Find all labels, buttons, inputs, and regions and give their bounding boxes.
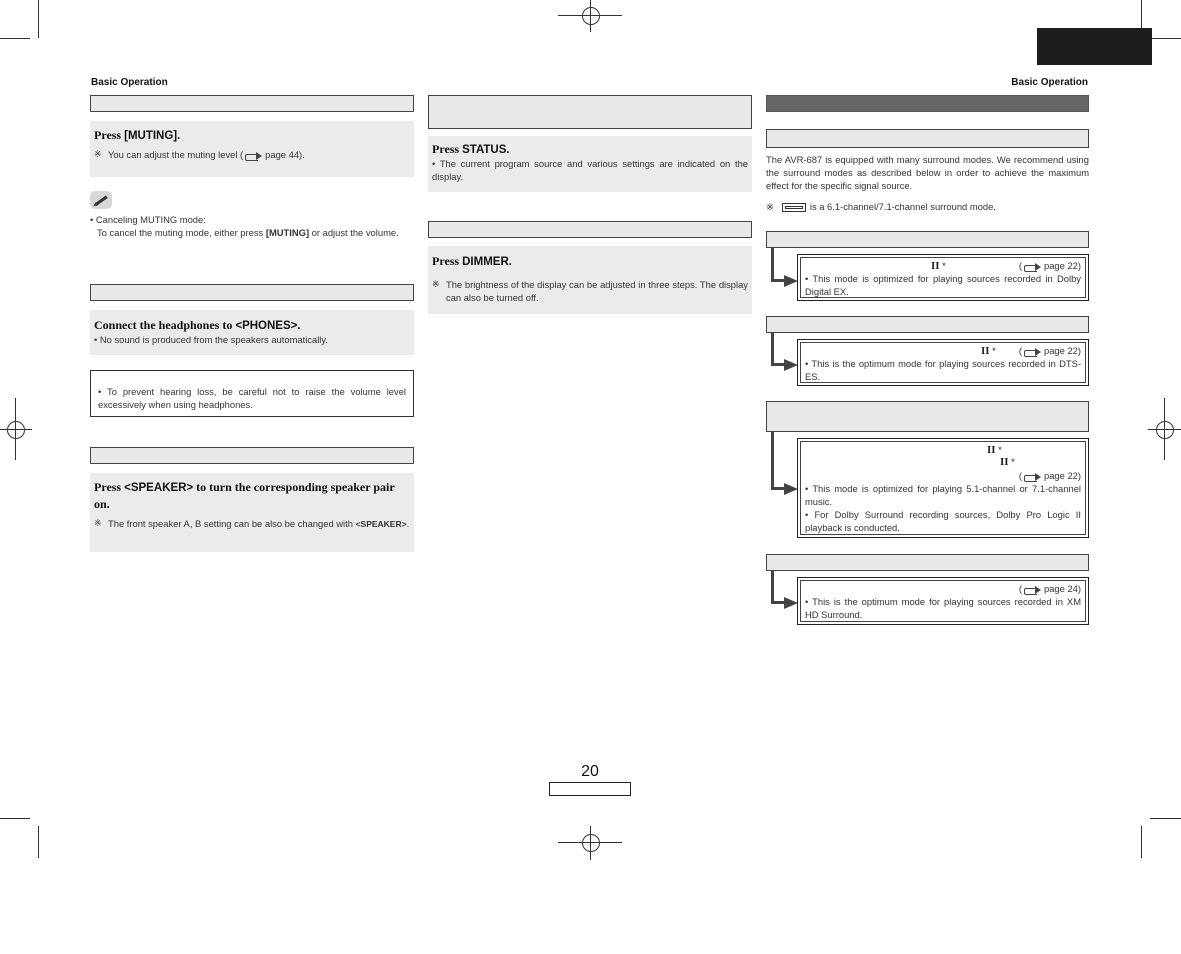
- page-reference-icon: [1024, 473, 1042, 481]
- mode2-page-ref: ( page 22): [1018, 345, 1081, 356]
- speaker-instruction: Press <SPEAKER> to turn the corresponding speaker pair on.: [94, 480, 395, 511]
- mode3-heading-bar: [766, 401, 1089, 432]
- mode4-box: [797, 577, 1089, 625]
- crop-mark: [0, 38, 30, 39]
- page-reference-icon: [1024, 586, 1042, 594]
- mode3-desc-1: • This mode is optimized for playing 5.1-channel or 7.1-channel music.: [805, 483, 1081, 507]
- registration-mark: [1156, 421, 1174, 439]
- mode2-box: II * ( page 22) • This is the optimum mode for playing sources recorded in DTS-ES.: [797, 339, 1089, 386]
- hearing-warning-box: • To prevent hearing loss, be careful not to raise the volume level excessively when using headphones.: [90, 370, 414, 417]
- registration-mark: [582, 834, 600, 852]
- crop-mark: [1150, 818, 1181, 819]
- registration-mark: [7, 421, 25, 439]
- mode4-heading-bar: [766, 554, 1089, 571]
- dimmer-heading-bar: [428, 221, 752, 238]
- phones-bullet: • No sound is produced from the speakers automatically.: [94, 334, 328, 345]
- status-box: [428, 136, 752, 192]
- speaker-note: ※ The front speaker A, B setting can be also be changed with <SPEAKER>.: [94, 518, 410, 529]
- muting-box: [90, 121, 414, 177]
- mode1-page-ref: ( page 22): [1018, 260, 1081, 271]
- phones-heading-bar: [90, 284, 414, 301]
- mode3-box: II * II * ( page 22) • This mode is optimized for playing 5.1-channel or 7.1-channel music. • For Dolby Surround recording sources, Dolby Pro Logic II playback is conducted.: [797, 438, 1089, 538]
- mode3-page-ref: ( page 22): [1018, 470, 1081, 481]
- mode1-heading-bar: [766, 231, 1089, 248]
- phones-instruction: Connect the headphones to <PHONES>.: [94, 318, 301, 332]
- speaker-heading-bar: [90, 447, 414, 464]
- crop-mark: [1150, 38, 1181, 39]
- mode2-heading-bar: [766, 316, 1089, 333]
- mode3-desc-2: • For Dolby Surround recording sources, Dolby Pro Logic II playback is conducted.: [805, 509, 1081, 533]
- section-header-right: Basic Operation: [1011, 77, 1088, 88]
- surround-subheading-bar: [766, 129, 1089, 148]
- crop-mark: [1141, 826, 1142, 858]
- surround-intro: The AVR-687 is equipped with many surround modes. We recommend using the surround modes as described below in order to achieve the maximum effect for the specific signal source.: [766, 154, 1089, 191]
- muting-instruction: Press [MUTING].: [94, 128, 181, 142]
- muting-heading-bar: [90, 95, 414, 112]
- status-bullet: • The current program source and various settings are indicated on the display.: [432, 158, 748, 182]
- mode4-page-ref: ( page 24): [1018, 583, 1081, 594]
- page-reference-icon: [1024, 348, 1042, 356]
- mode1-box: II * ( page 22) • This mode is optimized for playing sources recorded in Dolby Digital EX.: [797, 254, 1089, 301]
- phones-box: [90, 310, 414, 355]
- language-tab: [1037, 28, 1152, 65]
- surround-symbol-note: ※ is a 6.1-channel/7.1-channel surround mode.: [766, 201, 996, 212]
- mode2-desc: • This is the optimum mode for playing sources recorded in DTS-ES.: [805, 358, 1081, 382]
- page-reference-icon: [245, 152, 263, 160]
- dimmer-note: ※ The brightness of the display can be adjusted in three steps. The display can also be turned off.: [432, 279, 748, 303]
- muting-cancel-note: • Canceling MUTING mode: To cancel the muting mode, either press [MUTING] or adjust the volume.: [90, 214, 399, 238]
- muting-key: [MUTING]: [124, 130, 178, 142]
- status-heading-bar: [428, 95, 752, 129]
- section-header-left: Basic Operation: [91, 77, 168, 88]
- dimmer-instruction: Press DIMMER.: [432, 254, 512, 268]
- crop-mark: [0, 818, 30, 819]
- crop-mark: [38, 0, 39, 38]
- mode1-desc: • This mode is optimized for playing sources recorded in Dolby Digital EX.: [805, 273, 1081, 297]
- page-number-box: [549, 782, 631, 796]
- crop-mark: [38, 826, 39, 858]
- status-instruction: Press STATUS.: [432, 142, 510, 156]
- registration-mark: [582, 7, 600, 25]
- page-reference-icon: [1024, 263, 1042, 271]
- mode4-desc: • This is the optimum mode for playing sources recorded in XM HD Surround.: [805, 596, 1081, 620]
- page-number: 20: [581, 763, 599, 780]
- pencil-icon: [90, 191, 112, 209]
- dimmer-box: [428, 246, 752, 314]
- speaker-box: [90, 473, 414, 552]
- surround-title-bar: [766, 95, 1089, 112]
- surround-mode-symbol-icon: [782, 203, 806, 212]
- muting-note: ※ You can adjust the muting level ( page 44).: [94, 149, 305, 160]
